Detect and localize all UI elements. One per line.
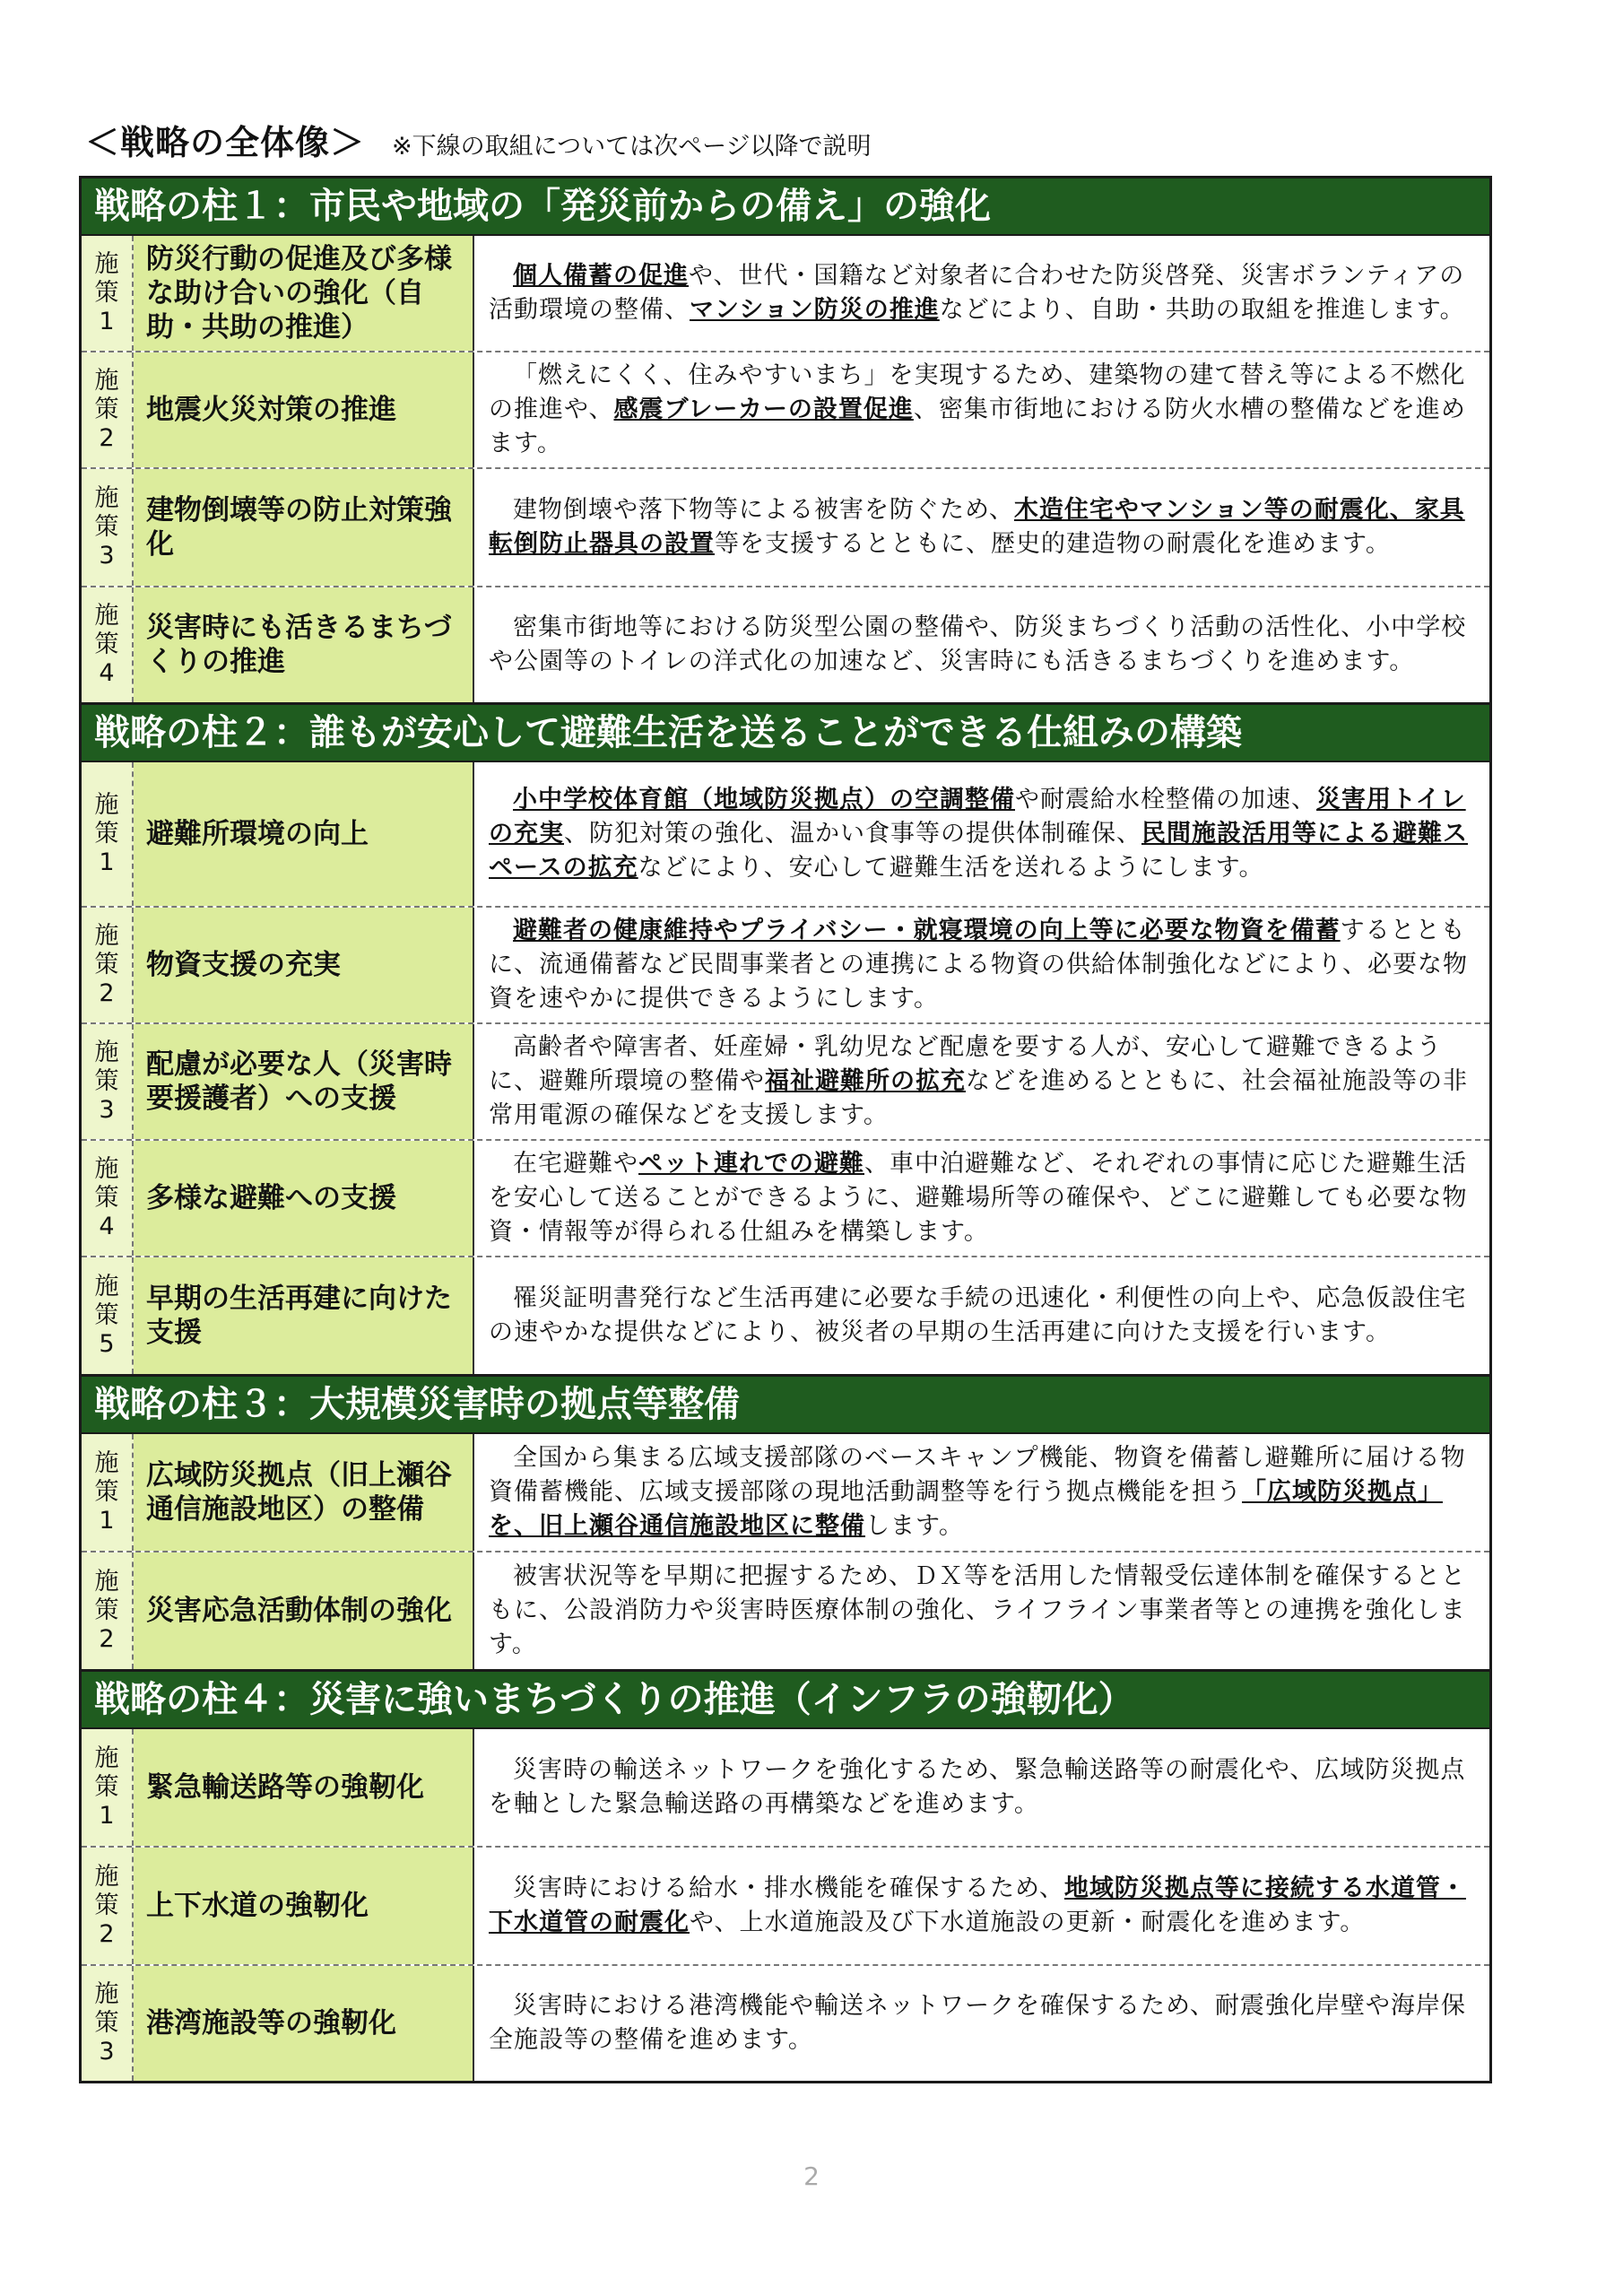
measure-description-text: [489, 259, 1477, 327]
measure-rows: [82, 1727, 1489, 2081]
page-note: ※下線の取組については次ページ以降で説明: [392, 133, 872, 161]
description-segment: 建物倒壊や落下物等による被害を防ぐため、: [513, 496, 1014, 524]
measure-description: [474, 1024, 1489, 1139]
measure-description: [474, 1848, 1489, 1964]
measure-description-text: [489, 1872, 1477, 1940]
measure-row: [82, 586, 1489, 702]
measure-number: 施策1: [94, 1744, 119, 1830]
measure-number: 施策1: [94, 250, 119, 335]
description-segment: 罹災証明書発行など生活再建に必要な手続の迅速化・利便性の向上や、応急仮設住宅の速やかな提供などにより、被災者の早期の生活再建に向けた支援を行います。: [489, 1284, 1467, 1346]
pillar-4: [82, 1669, 1489, 2081]
measure-description: [474, 1729, 1489, 1846]
measure-number: 施策3: [94, 484, 119, 570]
underlined-initiative: 小中学校体育館（地域防災拠点）の空調整備: [513, 786, 1015, 813]
description-segment: などにより、自助・共助の取組を推進します。: [939, 296, 1465, 324]
measure-title: 避難所環境の向上: [134, 762, 474, 906]
underlined-initiative: 地域防災拠点等に接続する水道管・下水道管の耐震化: [489, 1874, 1466, 1936]
description-segment: や、世代・国籍など対象者に合わせた防災啓発、災害ボランティアの活動環境の整備、: [489, 262, 1465, 324]
description-segment: や耐震給水栓整備の加速、: [1015, 786, 1316, 813]
measure-row: [82, 906, 1489, 1022]
measure-number: 施策3: [94, 1039, 119, 1124]
measure-title: 災害応急活動体制の強化: [134, 1552, 474, 1669]
measure-rows: [82, 1432, 1489, 1669]
page-header: [85, 115, 1520, 169]
underlined-initiative: 避難者の健康維持やプライバシー・就寝環境の向上等に必要な物資を備蓄: [513, 917, 1341, 944]
measure-row: [82, 1727, 1489, 1846]
description-segment: 被害状況等を早期に把握するため、ＤＸ等を活用した情報受伝達体制を確保するとともに、公設消防力や災害時医療体制の強化、ライフライン事業者等との連携を強化します。: [489, 1562, 1466, 1658]
measure-number: 施策2: [94, 922, 119, 1007]
underlined-initiative: 感震ブレーカーの設置促進: [613, 396, 914, 423]
underlined-initiative: 個人備蓄の促進: [513, 262, 689, 290]
measure-description-text: [489, 1441, 1477, 1544]
measure-number: 施策2: [94, 1863, 119, 1948]
description-segment: 、車中泊避難など、それぞれの事情に応じた避難生活を安心して送ることができるように、避難場所等の確保や、どこに避難しても必要な物資・情報等が得られる仕組みを構築します。: [489, 1150, 1468, 1246]
measure-title: 配慮が必要な人（災害時要援護者）への支援: [134, 1024, 474, 1139]
measure-title: 災害時にも活きるまちづくりの推進: [134, 587, 474, 702]
measure-number-cell: [82, 1141, 134, 1256]
underlined-initiative: 木造住宅やマンション等の耐震化、家具転倒防止器具の設置: [489, 496, 1465, 558]
measure-row: [82, 1139, 1489, 1256]
pillar-1: [82, 178, 1489, 702]
measure-number-cell: [82, 1024, 134, 1139]
page-number: 2: [803, 2161, 820, 2191]
measure-number: 施策4: [94, 1155, 119, 1240]
measure-row: [82, 1022, 1489, 1139]
measure-title: 多様な避難への支援: [134, 1141, 474, 1256]
measure-number: 施策1: [94, 1449, 119, 1535]
measure-title: 建物倒壊等の防止対策強化: [134, 469, 474, 586]
measure-description-text: [489, 783, 1477, 885]
pillar-header: 戦略の柱４：災害に強いまちづくりの推進（インフラの強靭化）: [82, 1669, 1489, 1727]
measure-title: 防災行動の促進及び多様な助け合いの強化（自助・共助の推進）: [134, 236, 474, 351]
measure-number-cell: [82, 1848, 134, 1964]
measure-row: [82, 761, 1489, 906]
description-segment: 高齢者や障害者、妊産婦・乳幼児など配慮を要する人が、安心して避難できるように、避難所環境の整備や: [489, 1033, 1442, 1095]
measure-row: [82, 234, 1489, 351]
measure-description-text: [489, 914, 1477, 1016]
measure-number-cell: [82, 469, 134, 586]
measure-description: [474, 1966, 1489, 2081]
description-segment: 、密集市街地における防火水槽の整備などを進めます。: [489, 396, 1466, 457]
measure-number-cell: [82, 352, 134, 467]
measure-number-cell: [82, 1257, 134, 1374]
measure-description: [474, 352, 1489, 467]
measure-number: 施策2: [94, 1568, 119, 1653]
measure-description: [474, 1552, 1489, 1669]
measure-description-text: [489, 493, 1477, 561]
measure-description-text: [489, 1753, 1477, 1822]
measure-number-cell: [82, 1552, 134, 1669]
measure-rows: [82, 234, 1489, 702]
measure-number: 施策3: [94, 1980, 119, 2066]
pillar-header: 戦略の柱３：大規模災害時の拠点等整備: [82, 1374, 1489, 1432]
measure-row: [82, 467, 1489, 586]
measure-row: [82, 351, 1489, 467]
description-segment: 在宅避難や: [513, 1150, 638, 1178]
measure-description: [474, 469, 1489, 586]
description-segment: 「燃えにくく、住みやすいまち」を実現するため、建築物の建て替え等による不燃化の推進や、: [489, 361, 1466, 423]
measure-description-text: [489, 611, 1477, 679]
pillar-3: [82, 1374, 1489, 1669]
measure-description: [474, 587, 1489, 702]
underlined-initiative: 「広域防災拠点」を、旧上瀬谷通信施設地区に整備: [489, 1478, 1443, 1540]
measure-row: [82, 1551, 1489, 1669]
measure-number-cell: [82, 1729, 134, 1846]
measure-title: 早期の生活再建に向けた支援: [134, 1257, 474, 1374]
measure-row: [82, 1846, 1489, 1964]
measure-title: 上下水道の強靭化: [134, 1848, 474, 1964]
measure-description: [474, 1434, 1489, 1551]
measure-row: [82, 1432, 1489, 1551]
description-segment: 災害時における給水・排水機能を確保するため、: [513, 1874, 1064, 1902]
measure-description-text: [489, 1147, 1477, 1249]
underlined-initiative: 福祉避難所の拡充: [765, 1067, 966, 1095]
measure-description-text: [489, 1989, 1477, 2057]
measure-number-cell: [82, 1434, 134, 1551]
description-segment: 密集市街地等における防災型公園の整備や、防災まちづくり活動の活性化、小中学校や公園等のトイレの洋式化の加速など、災害時にも活きるまちづくりを進めます。: [489, 613, 1467, 675]
description-segment: や、上水道施設及び下水道施設の更新・耐震化を進めます。: [690, 1909, 1366, 1936]
description-segment: 全国から集まる広域支援部隊のベースキャンプ機能、物資を備蓄し避難所に届ける物資備蓄機能、広域支援部隊の現地活動調整等を行う拠点機能を担う: [489, 1444, 1466, 1506]
measure-description: [474, 1257, 1489, 1374]
measure-title: 物資支援の充実: [134, 908, 474, 1022]
measure-number-cell: [82, 1966, 134, 2081]
measure-row: [82, 1256, 1489, 1374]
description-segment: 災害時の輸送ネットワークを強化するため、緊急輸送路等の耐震化や、広域防災拠点を軸とした緊急輸送路の再構築などを進めます。: [489, 1756, 1466, 1818]
measure-description-text: [489, 1031, 1477, 1133]
measure-number: 施策5: [94, 1273, 119, 1358]
measure-description: [474, 762, 1489, 906]
measure-number-cell: [82, 908, 134, 1022]
measure-number-cell: [82, 236, 134, 351]
measure-number: 施策1: [94, 791, 119, 876]
underlined-initiative: 災害用トイレの充実: [489, 786, 1466, 848]
pillar-2: [82, 702, 1489, 1374]
strategy-table: [79, 176, 1492, 2083]
underlined-initiative: 民間施設活用等による避難スペースの拡充: [489, 820, 1468, 882]
description-segment: などを進めるとともに、社会福祉施設等の非常用電源の確保などを支援します。: [489, 1067, 1468, 1129]
pillar-header: 戦略の柱２：誰もが安心して避難生活を送ることができる仕組みの構築: [82, 702, 1489, 761]
measure-number: 施策2: [94, 367, 119, 452]
measure-number-cell: [82, 762, 134, 906]
measure-description: [474, 236, 1489, 351]
measure-title: 地震火災対策の推進: [134, 352, 474, 467]
description-segment: などにより、安心して避難生活を送れるようにします。: [638, 854, 1264, 882]
underlined-initiative: ペット連れでの避難: [638, 1150, 864, 1178]
measure-description-text: [489, 1560, 1477, 1662]
measure-description: [474, 1141, 1489, 1256]
underlined-initiative: マンション防災の推進: [690, 296, 940, 324]
measure-title: 緊急輸送路等の強靭化: [134, 1729, 474, 1846]
page-title: ＜戦略の全体像＞: [85, 123, 366, 162]
description-segment: 等を支援するとともに、歴史的建造物の耐震化を進めます。: [715, 530, 1391, 558]
measure-description-text: [489, 1282, 1477, 1350]
measure-number-cell: [82, 587, 134, 702]
measure-description-text: [489, 359, 1477, 461]
measure-description: [474, 908, 1489, 1022]
measure-rows: [82, 761, 1489, 1374]
measure-row: [82, 1964, 1489, 2081]
description-segment: 、防犯対策の強化、温かい食事等の提供体制確保、: [564, 820, 1141, 848]
description-segment: するとともに、流通備蓄など民間事業者との連携による物資の供給体制強化などにより、必要な物資を速やかに提供できるようにします。: [489, 917, 1468, 1013]
pillar-header: 戦略の柱１：市民や地域の「発災前からの備え」の強化: [82, 178, 1489, 234]
description-segment: 災害時における港湾機能や輸送ネットワークを確保するため、耐震強化岸壁や海岸保全施設等の整備を進めます。: [489, 1992, 1466, 2054]
measure-title: 広域防災拠点（旧上瀬谷通信施設地区）の整備: [134, 1434, 474, 1551]
measure-number: 施策4: [94, 602, 119, 687]
measure-title: 港湾施設等の強靭化: [134, 1966, 474, 2081]
description-segment: します。: [865, 1512, 964, 1540]
